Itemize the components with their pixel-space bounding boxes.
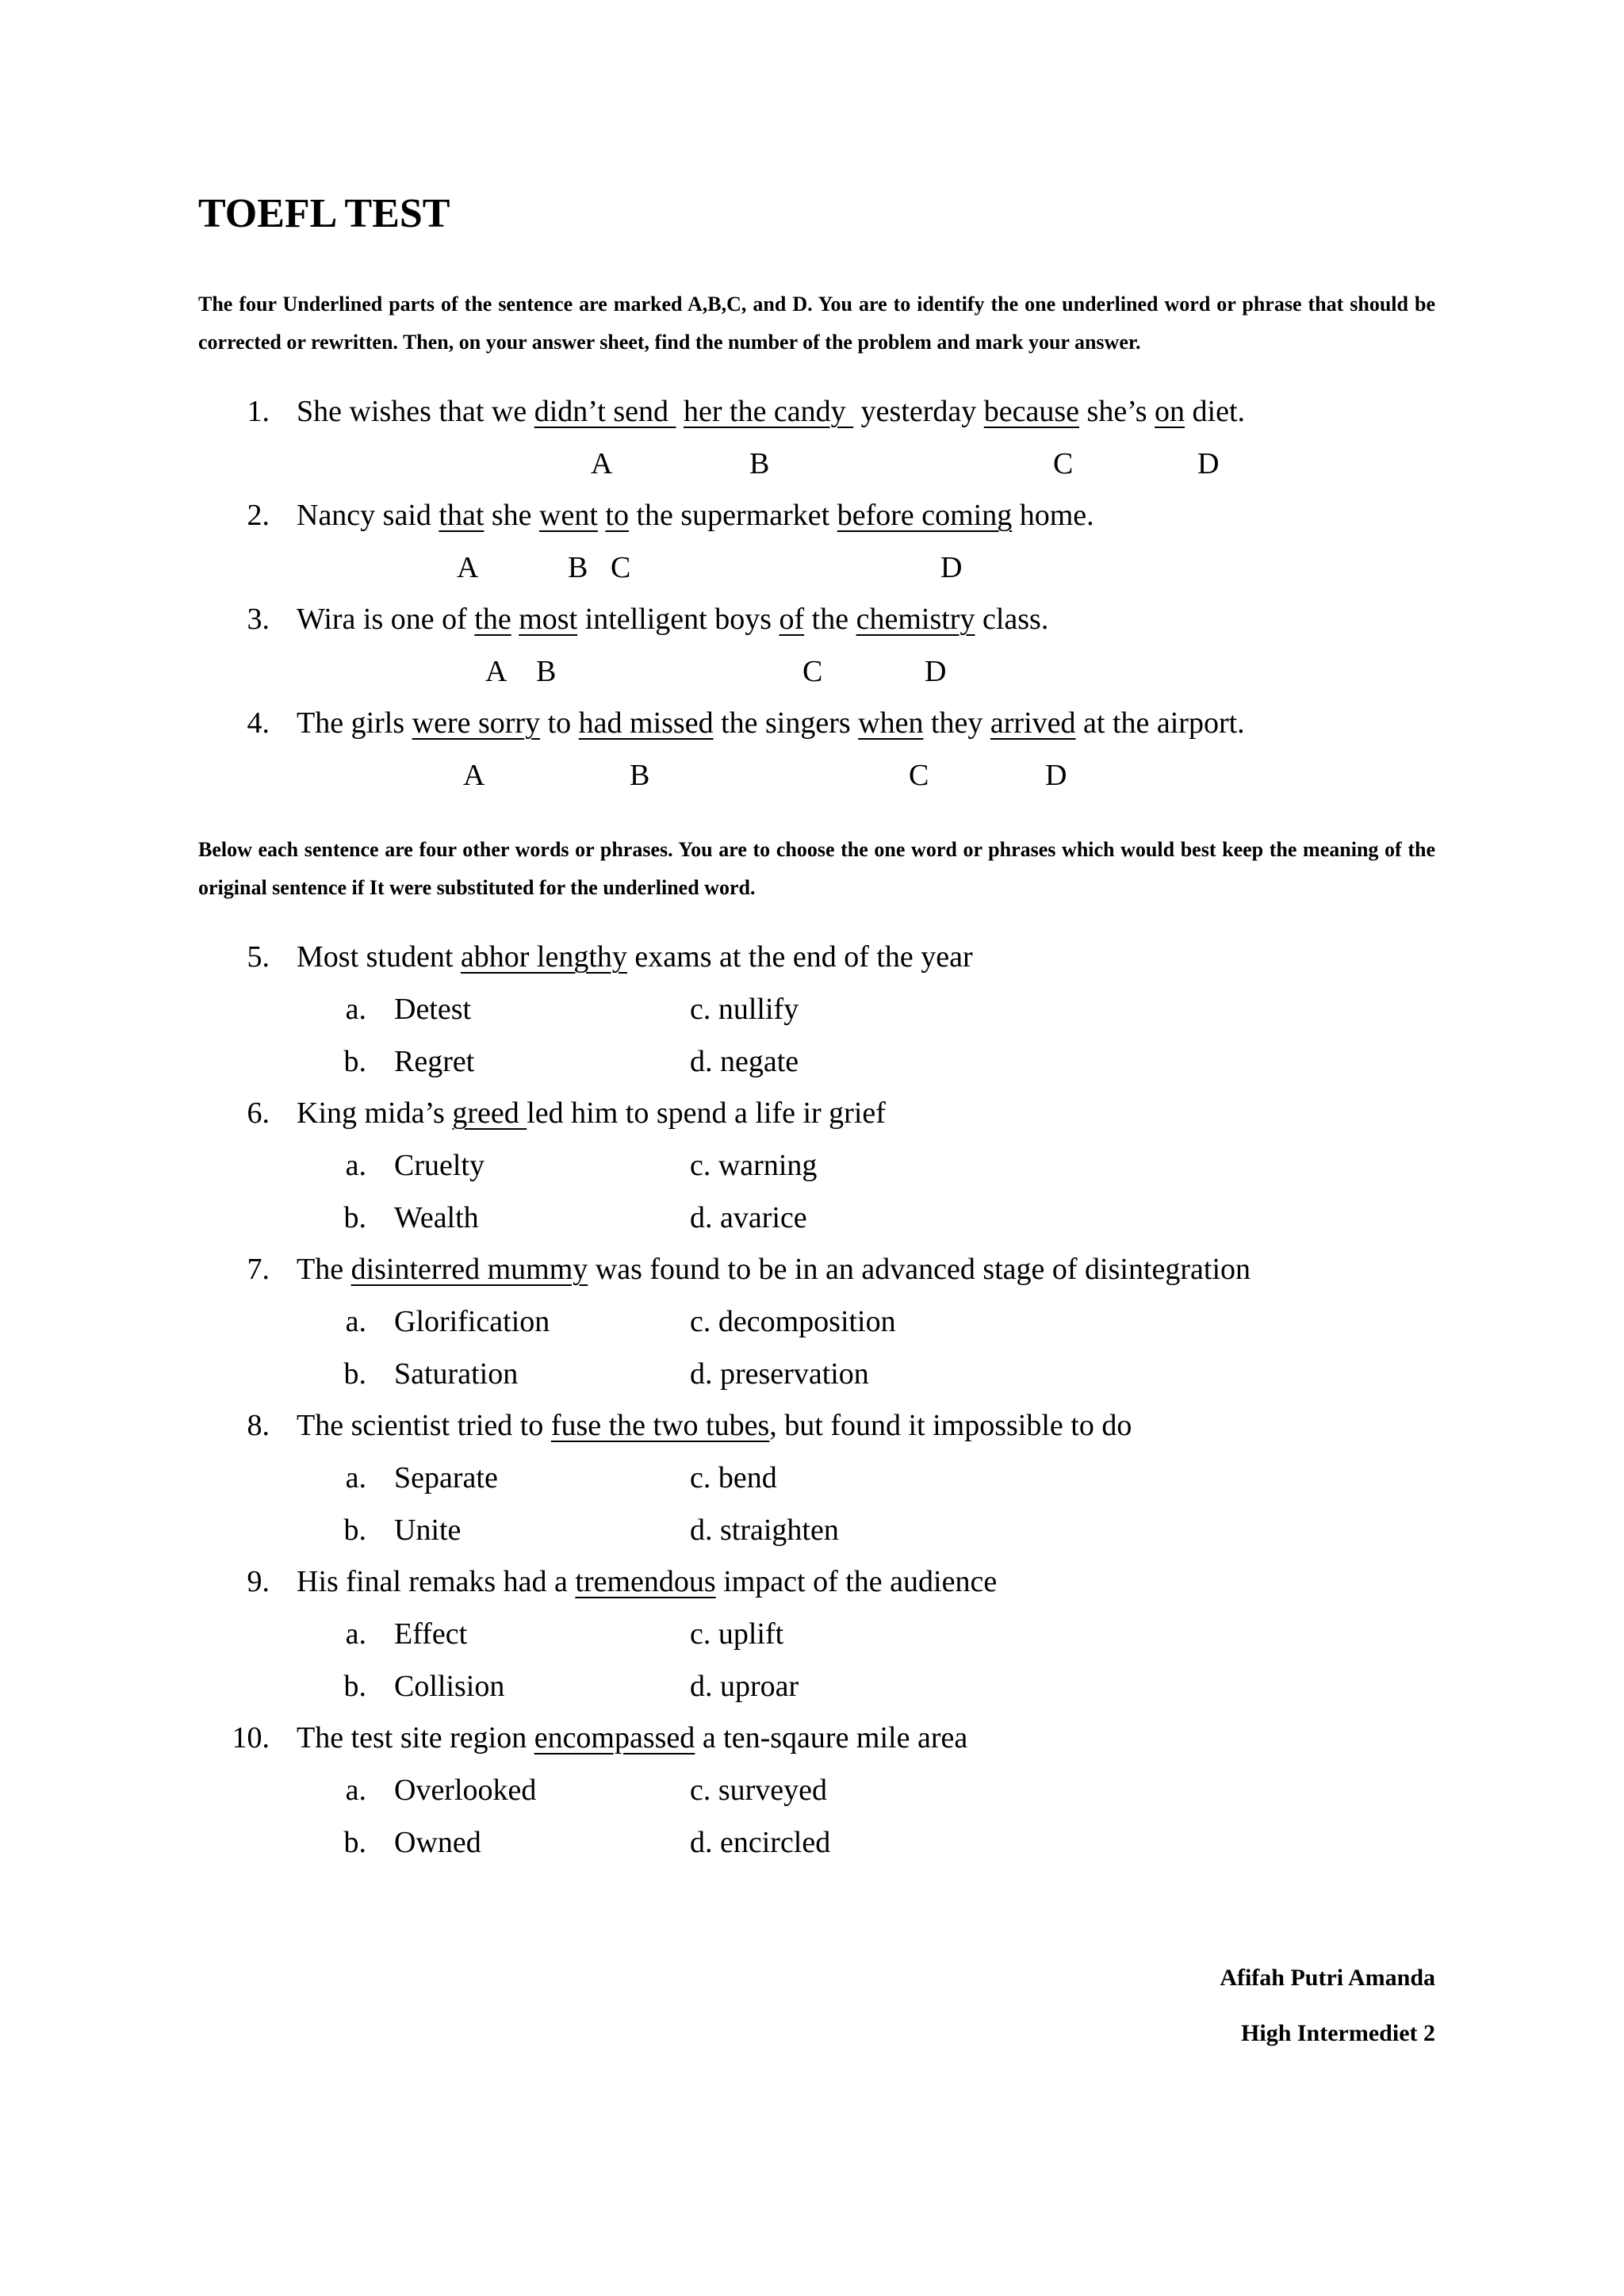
underlined-option-a: the xyxy=(474,603,511,636)
sentence-text: was found to be in an advanced stage of disintegration xyxy=(588,1253,1251,1286)
underlined-option-c: of xyxy=(779,603,805,636)
sentence-text: at the airport. xyxy=(1075,706,1245,740)
underlined-word: disinterred mummy xyxy=(350,1253,588,1286)
underlined-option-b: had missed xyxy=(578,706,714,740)
student-class: High Intermediet 2 xyxy=(1241,2020,1435,2046)
option-letter-d: D xyxy=(1045,759,1067,792)
sentence-text: Wira is one of xyxy=(297,603,475,636)
option-letter-d: D xyxy=(925,655,947,688)
sentence-text: She wishes that we xyxy=(297,395,534,428)
question-number: 1. xyxy=(247,395,270,428)
question-number: 5. xyxy=(247,940,270,974)
option-letter-a: A xyxy=(591,447,613,480)
sentence-text: The test site region xyxy=(297,1721,534,1755)
option-label-b: b. xyxy=(343,1201,366,1234)
option-label-a: a. xyxy=(345,1149,366,1182)
underlined-option-c: when xyxy=(858,706,924,740)
option-b: Regret xyxy=(394,1045,475,1078)
sentence-text: she’s xyxy=(1079,395,1155,428)
option-letter-b: B xyxy=(536,655,557,688)
underlined-option-a: didn’t send xyxy=(534,395,676,428)
option-b: Saturation xyxy=(394,1357,519,1391)
sentence-text: The scientist tried to xyxy=(297,1409,551,1442)
underlined-option-b: went xyxy=(539,499,598,532)
underlined-option-a: that xyxy=(439,499,485,532)
question-sentence xyxy=(297,1567,997,1597)
option-label-a: a. xyxy=(345,1305,366,1338)
option-letter-b: B xyxy=(630,759,650,792)
option-label-b: b. xyxy=(343,1357,366,1391)
question-sentence xyxy=(297,604,1048,634)
option-a: Overlooked xyxy=(394,1774,537,1807)
option-letter-b: B xyxy=(568,551,588,584)
sentence-text: to xyxy=(540,706,579,740)
option-label-a: a. xyxy=(345,1774,366,1807)
option-letter-c: C xyxy=(909,759,929,792)
option-d: d. avarice xyxy=(690,1201,807,1234)
section1-instruction: The four Underlined parts of the sentence are marked A,B,C, and D. You are to identify the one underlined word or phrase that should be corrected or rewritten. Then, on your answer sheet, find the number of the problem and mark your answer. xyxy=(198,293,1435,354)
question-sentence xyxy=(297,1410,1132,1441)
option-c: c. nullify xyxy=(690,993,799,1026)
option-letter-a: A xyxy=(457,551,479,584)
sentence-text xyxy=(676,395,684,428)
option-label-a: a. xyxy=(345,1617,366,1651)
question-sentence xyxy=(297,396,1245,427)
sentence-text: His final remaks had a xyxy=(297,1565,576,1598)
underlined-option-b: her the candy xyxy=(683,395,854,428)
option-label-a: a. xyxy=(345,1461,366,1494)
student-name: Afifah Putri Amanda xyxy=(1220,1965,1435,1991)
option-label-a: a. xyxy=(345,993,366,1026)
question-number: 4. xyxy=(247,706,270,740)
underlined-word: greed xyxy=(452,1096,527,1130)
option-b: Collision xyxy=(394,1670,505,1703)
option-c: c. bend xyxy=(690,1461,777,1494)
option-letter-d: D xyxy=(940,551,963,584)
option-d: d. straighten xyxy=(690,1513,839,1547)
page-title: TOEFL TEST xyxy=(198,191,450,236)
sentence-text: the supermarket xyxy=(628,499,837,532)
underlined-option-d: chemistry xyxy=(856,603,975,636)
underlined-option-b: most xyxy=(519,603,578,636)
underlined-option-d: before coming xyxy=(837,499,1013,532)
option-a: Glorification xyxy=(394,1305,550,1338)
sentence-text: diet. xyxy=(1185,395,1246,428)
question-number: 6. xyxy=(247,1096,270,1130)
question-number: 3. xyxy=(247,603,270,636)
sentence-text: The xyxy=(297,1253,351,1286)
question-sentence xyxy=(297,1254,1251,1284)
option-c: c. uplift xyxy=(690,1617,784,1651)
underlined-word: fuse the two tubes xyxy=(550,1409,770,1442)
option-a: Separate xyxy=(394,1461,498,1494)
sentence-text: exams at the end of the year xyxy=(626,940,973,974)
sentence-text: class. xyxy=(975,603,1049,636)
sentence-text: King mida’s xyxy=(297,1096,453,1130)
sentence-text xyxy=(598,499,606,532)
question-sentence xyxy=(297,708,1245,738)
sentence-text: Most student xyxy=(297,940,461,974)
question-sentence xyxy=(297,500,1094,530)
sentence-text: , but found it impossible to do xyxy=(769,1409,1132,1442)
option-d: d. preservation xyxy=(690,1357,869,1391)
underlined-option-d: on xyxy=(1155,395,1185,428)
option-label-b: b. xyxy=(343,1826,366,1859)
option-letter-a: A xyxy=(485,655,508,688)
underlined-option-c: to xyxy=(605,499,629,532)
option-letter-b: B xyxy=(749,447,770,480)
sentence-text: the singers xyxy=(713,706,859,740)
sentence-text: they xyxy=(923,706,990,740)
underlined-option-a: were sorry xyxy=(412,706,541,740)
sentence-text: the xyxy=(804,603,856,636)
option-d: d. encircled xyxy=(690,1826,831,1859)
question-number: 9. xyxy=(247,1565,270,1598)
sentence-text: home. xyxy=(1012,499,1094,532)
option-a: Detest xyxy=(394,993,472,1026)
underlined-word: encompassed xyxy=(534,1721,695,1755)
option-letter-c: C xyxy=(802,655,823,688)
question-sentence xyxy=(297,1723,967,1753)
sentence-text xyxy=(511,603,519,636)
question-number: 2. xyxy=(247,499,270,532)
sentence-text: Nancy said xyxy=(297,499,439,532)
underlined-word: abhor lengthy xyxy=(460,940,627,974)
option-c: c. warning xyxy=(690,1149,818,1182)
option-b: Owned xyxy=(394,1826,481,1859)
sentence-text: she xyxy=(484,499,540,532)
question-number: 10. xyxy=(232,1721,270,1755)
underlined-option-d: arrived xyxy=(990,706,1076,740)
question-sentence xyxy=(297,942,973,972)
underlined-word: tremendous xyxy=(575,1565,716,1598)
sentence-text: impact of the audience xyxy=(715,1565,998,1598)
question-sentence xyxy=(297,1098,886,1128)
option-letter-c: C xyxy=(1053,447,1074,480)
option-letter-c: C xyxy=(611,551,631,584)
option-d: d. negate xyxy=(690,1045,799,1078)
question-number: 8. xyxy=(247,1409,270,1442)
option-letter-d: D xyxy=(1197,447,1220,480)
option-letter-a: A xyxy=(463,759,485,792)
sentence-text: yesterday xyxy=(853,395,984,428)
option-a: Cruelty xyxy=(394,1149,485,1182)
option-b: Wealth xyxy=(394,1201,479,1234)
sentence-text: a ten-sqaure mile area xyxy=(695,1721,968,1755)
question-number: 7. xyxy=(247,1253,270,1286)
section2-instruction: Below each sentence are four other words or phrases. You are to choose the one word or phrases which would best keep the meaning of the original sentence if It were substituted for the underlined word. xyxy=(198,838,1435,899)
option-b: Unite xyxy=(394,1513,462,1547)
sentence-text: intelligent boys xyxy=(577,603,779,636)
option-c: c. decomposition xyxy=(690,1305,896,1338)
underlined-option-c: because xyxy=(983,395,1080,428)
option-c: c. surveyed xyxy=(690,1774,828,1807)
option-label-b: b. xyxy=(343,1045,366,1078)
option-d: d. uproar xyxy=(690,1670,799,1703)
sentence-text: led him to spend a life ir grief xyxy=(527,1096,886,1130)
option-label-b: b. xyxy=(343,1670,366,1703)
option-a: Effect xyxy=(394,1617,468,1651)
option-label-b: b. xyxy=(343,1513,366,1547)
sentence-text: The girls xyxy=(297,706,412,740)
